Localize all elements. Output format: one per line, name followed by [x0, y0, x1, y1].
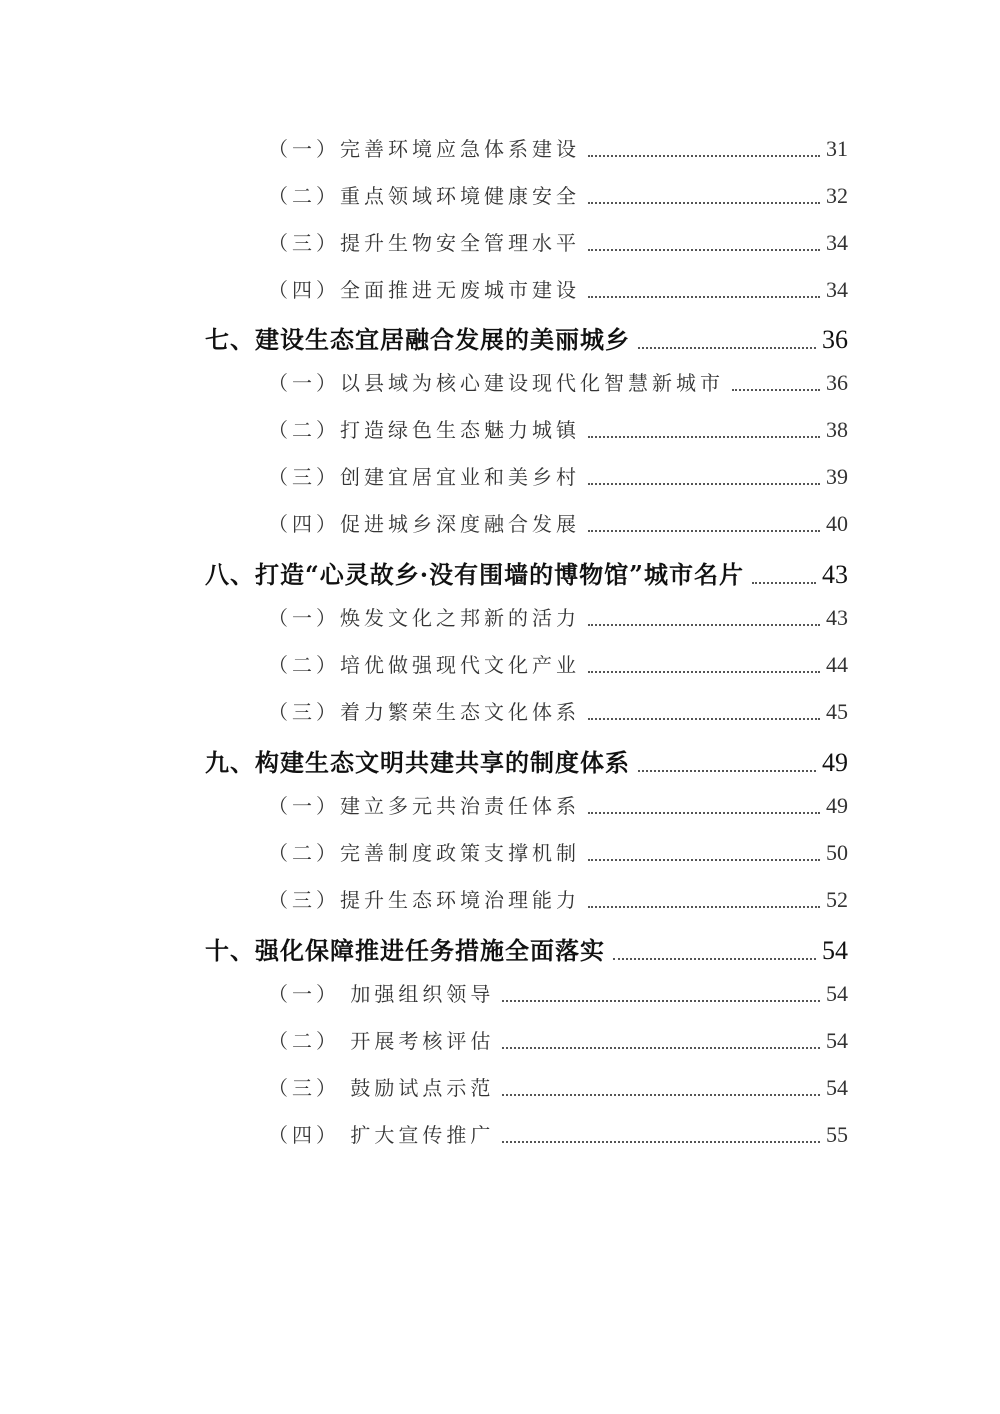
toc-entry-title: （一）以县域为核心建设现代化智慧新城市 — [268, 371, 724, 395]
dot-leader — [588, 671, 820, 673]
toc-entry-title: 十、强化保障推进任务措施全面落实 — [205, 936, 605, 965]
dot-leader — [588, 483, 820, 485]
dot-leader — [613, 958, 816, 960]
toc-chapter-entry[interactable] — [205, 743, 848, 778]
toc-chapter-entry[interactable] — [205, 931, 848, 966]
toc-page-number: 54 — [822, 936, 848, 965]
toc-entry-title: （三） 鼓励试点示范 — [268, 1076, 495, 1100]
toc-section-entry[interactable] — [268, 696, 848, 725]
toc-page-number: 32 — [826, 183, 848, 208]
dot-leader — [588, 296, 820, 298]
toc-entry-title: （四）全面推进无废城市建设 — [268, 278, 580, 302]
toc-section-entry[interactable] — [268, 649, 848, 678]
toc-page-number: 49 — [826, 793, 848, 818]
toc-page-number: 38 — [826, 417, 848, 442]
toc-page-number: 34 — [826, 277, 848, 302]
toc-page-number: 50 — [826, 840, 848, 865]
toc-entry-title: （四）促进城乡深度融合发展 — [268, 512, 580, 536]
toc-page-number: 34 — [826, 230, 848, 255]
toc-entry-title: （三）提升生物安全管理水平 — [268, 231, 580, 255]
toc-page-number: 36 — [826, 370, 848, 395]
toc-entry-title: （一）焕发文化之邦新的活力 — [268, 606, 580, 630]
toc-entry-title: （二）完善制度政策支撑机制 — [268, 841, 580, 865]
toc-section-entry[interactable] — [268, 837, 848, 866]
dot-leader — [638, 770, 816, 772]
toc-entry-title: （三）提升生态环境治理能力 — [268, 888, 580, 912]
toc-section-entry[interactable] — [268, 367, 848, 396]
toc-section-entry[interactable] — [268, 461, 848, 490]
toc-chapter-entry[interactable] — [205, 555, 848, 590]
dot-leader — [588, 436, 820, 438]
dot-leader — [502, 1047, 820, 1049]
toc-entry-title: 七、建设生态宜居融合发展的美丽城乡 — [205, 325, 630, 354]
dot-leader — [752, 582, 816, 584]
dot-leader — [588, 155, 820, 157]
dot-leader — [638, 347, 816, 349]
toc-section-entry[interactable] — [268, 978, 848, 1007]
toc-entry-title: （三）着力繁荣生态文化体系 — [268, 700, 580, 724]
toc-page-number: 49 — [822, 748, 848, 777]
toc-page-number: 55 — [826, 1122, 848, 1147]
toc-page-number: 52 — [826, 887, 848, 912]
toc-section-entry[interactable] — [268, 884, 848, 913]
toc-entry-title: 九、构建生态文明共建共享的制度体系 — [205, 748, 630, 777]
toc-section-entry[interactable] — [268, 1119, 848, 1148]
toc-page-number: 45 — [826, 699, 848, 724]
toc-page-number: 43 — [822, 560, 848, 589]
dot-leader — [588, 906, 820, 908]
dot-leader — [502, 1094, 820, 1096]
toc-entry-title: （二）打造绿色生态魅力城镇 — [268, 418, 580, 442]
toc-page-number: 54 — [826, 1075, 848, 1100]
dot-leader — [588, 249, 820, 251]
toc-entry-title: 八、打造“心灵故乡·没有围墙的博物馆”城市名片 — [205, 560, 744, 589]
toc-page-number: 39 — [826, 464, 848, 489]
dot-leader — [588, 624, 820, 626]
dot-leader — [502, 1141, 820, 1143]
toc-entry-title: （四） 扩大宣传推广 — [268, 1123, 495, 1147]
toc-section-entry[interactable] — [268, 133, 848, 162]
toc-entry-title: （三）创建宜居宜业和美乡村 — [268, 465, 580, 489]
toc-entry-title: （一） 加强组织领导 — [268, 982, 495, 1006]
toc-page-number: 36 — [822, 325, 848, 354]
toc-entry-title: （一）建立多元共治责任体系 — [268, 794, 580, 818]
dot-leader — [588, 812, 820, 814]
toc-section-entry[interactable] — [268, 602, 848, 631]
toc-page-number: 44 — [826, 652, 848, 677]
toc-section-entry[interactable] — [268, 227, 848, 256]
toc-entry-title: （二） 开展考核评估 — [268, 1029, 495, 1053]
toc-section-entry[interactable] — [268, 414, 848, 443]
toc-section-entry[interactable] — [268, 1072, 848, 1101]
toc-page-number: 43 — [826, 605, 848, 630]
dot-leader — [588, 530, 820, 532]
toc-page-number: 40 — [826, 511, 848, 536]
toc-chapter-entry[interactable] — [205, 320, 848, 355]
toc-entry-title: （二）培优做强现代文化产业 — [268, 653, 580, 677]
dot-leader — [502, 1000, 820, 1002]
toc-section-entry[interactable] — [268, 1025, 848, 1054]
toc-section-entry[interactable] — [268, 508, 848, 537]
toc-entry-title: （二）重点领域环境健康安全 — [268, 184, 580, 208]
toc-entry-title: （一）完善环境应急体系建设 — [268, 137, 580, 161]
toc-section-entry[interactable] — [268, 180, 848, 209]
toc-section-entry[interactable] — [268, 790, 848, 819]
toc-section-entry[interactable] — [268, 274, 848, 303]
dot-leader — [732, 389, 820, 391]
dot-leader — [588, 718, 820, 720]
dot-leader — [588, 202, 820, 204]
toc-page-number: 31 — [826, 136, 848, 161]
toc-page-number: 54 — [826, 981, 848, 1006]
dot-leader — [588, 859, 820, 861]
toc-page-number: 54 — [826, 1028, 848, 1053]
